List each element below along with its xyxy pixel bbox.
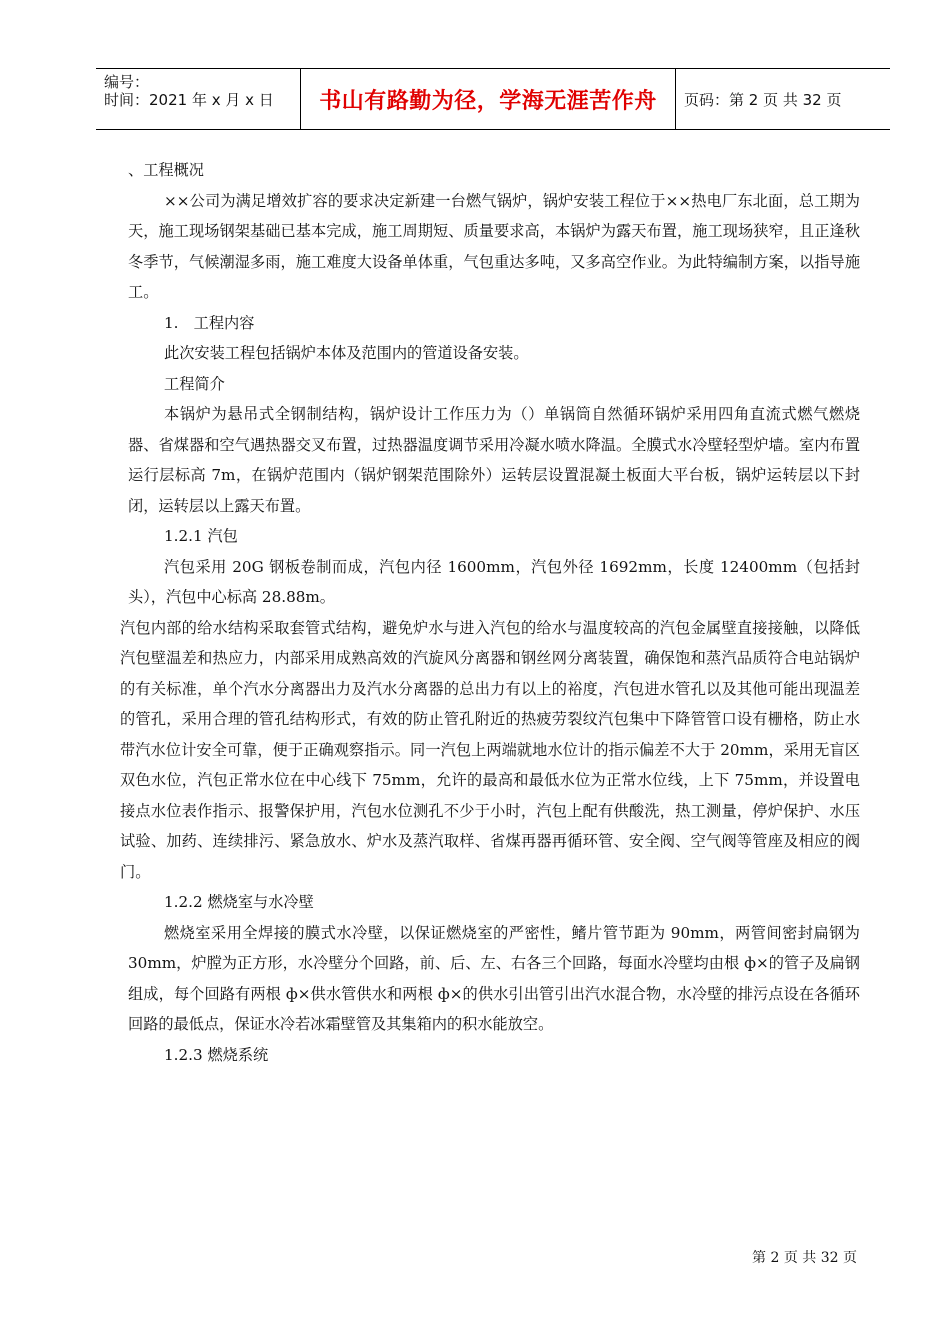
paragraph-drum-spec: 汽包采用 20G 钢板卷制而成，汽包内径 1600mm，汽包外径 1692mm，长度 12400mm（包括封头），汽包中心标高 28.88m。 [128, 557, 860, 606]
document-body [120, 155, 860, 1070]
paragraph-furnace: 燃烧室采用全焊接的膜式水冷壁，以保证燃烧室的严密性，鳍片管节距为 90mm，两管间密封扁钢为 30mm，炉膛为正方形，水冷壁分个回路，前、后、左、右各三个回路，每面水冷壁均由根 ф×的管子及扁钢组成，每个回路有两根 ф×供水管供水和两根 ф×的供水引出管引出汽水混合物，水冷壁的排污点设在各循环回路的最低点，保证水冷若冰霜壁管及其集箱内的积水能放空。 [128, 923, 860, 1033]
header-motto-cell [301, 69, 676, 129]
page-footer: 第 2 页 共 32 页 [752, 1250, 857, 1266]
section-heading-overview: 、工程概况 [128, 161, 204, 179]
section-heading-combustion: 1.2.3 燃烧系统 [164, 1045, 269, 1064]
paragraph-overview: ××公司为满足增效扩容的要求决定新建一台燃气锅炉，锅炉安装工程位于××热电厂东北面，总工期为天，施工现场钢架基础已基本完成，施工周期短、质量要求高，本锅炉为露天布置，施工现场狭窄，且正逢秋冬季节，气候潮湿多雨，施工难度大设备单体重，气包重达多吨，又多高空作业。为此特编制方案，以指导施工。 [128, 191, 860, 301]
number-label: 编号： [104, 73, 150, 91]
paragraph-drum-internal: 汽包内部的给水结构采取套管式结构，避免炉水与进入汽包的给水与温度较高的汽包金属壁直接接触，以降低汽包壁温差和热应力，内部采用成熟高效的汽旋风分离器和钢丝网分离装置，确保饱和蒸汽品质符合电站锅炉的有关标准，单个汽水分离器出力及汽水分离器的总出力有以上的裕度，汽包进水管孔以及其他可能出现温差的管孔，采用合理的管孔结构形式，有效的防止管孔附近的热疲劳裂纹汽包集中下降管管口设有栅格，防止水带汽水位计安全可靠，便于正确观察指示。同一汽包上两端就地水位计的指示偏差不大于 20mm，采用无盲区双色水位，汽包正常水位在中心线下 75mm，允许的最高和最低水位为正常水位线，上下 75mm，并设置电接点水位表作指示、报警保护用，汽包水位测孔不少于小时，汽包上配有供酸洗，热工测量，停炉保护、水压试验、加药、连续排污、紧急放水、炉水及蒸汽取样、省煤再器再循环管、安全阀、空气阀等管座及相应的阀门。 [120, 618, 860, 881]
motto-text: 书山有路勤为径，学海无涯苦作舟 [319, 88, 657, 114]
header-page-cell [676, 69, 890, 129]
header-meta-cell [96, 69, 301, 129]
time-label: 时间：2021 年 x 月 x 日 [104, 91, 274, 109]
page-header [96, 68, 890, 130]
section-heading-intro: 工程简介 [164, 374, 225, 393]
section-heading-drum: 1.2.1 汽包 [164, 527, 238, 545]
section-heading-content: 1. 工程内容 [164, 313, 255, 332]
paragraph-content: 此次安装工程包括锅炉本体及范围内的管道设备安装。 [164, 344, 529, 362]
section-heading-furnace: 1.2.2 燃烧室与水冷壁 [164, 893, 314, 911]
paragraph-intro: 本锅炉为悬吊式全钢制结构，锅炉设计工作压力为（）单锅筒自然循环锅炉采用四角直流式燃气燃烧器、省煤器和空气遇热器交叉布置，过热器温度调节采用冷凝水喷水降温。全膜式水冷壁轻型炉墙。室内布置运行层标高 7m，在锅炉范围内（锅炉钢架范围除外）运转层设置混凝土板面大平台板，锅炉运转层以下封闭，运转层以上露天布置。 [128, 405, 860, 515]
header-page-info: 页码：第 2 页 共 32 页 [684, 90, 842, 109]
